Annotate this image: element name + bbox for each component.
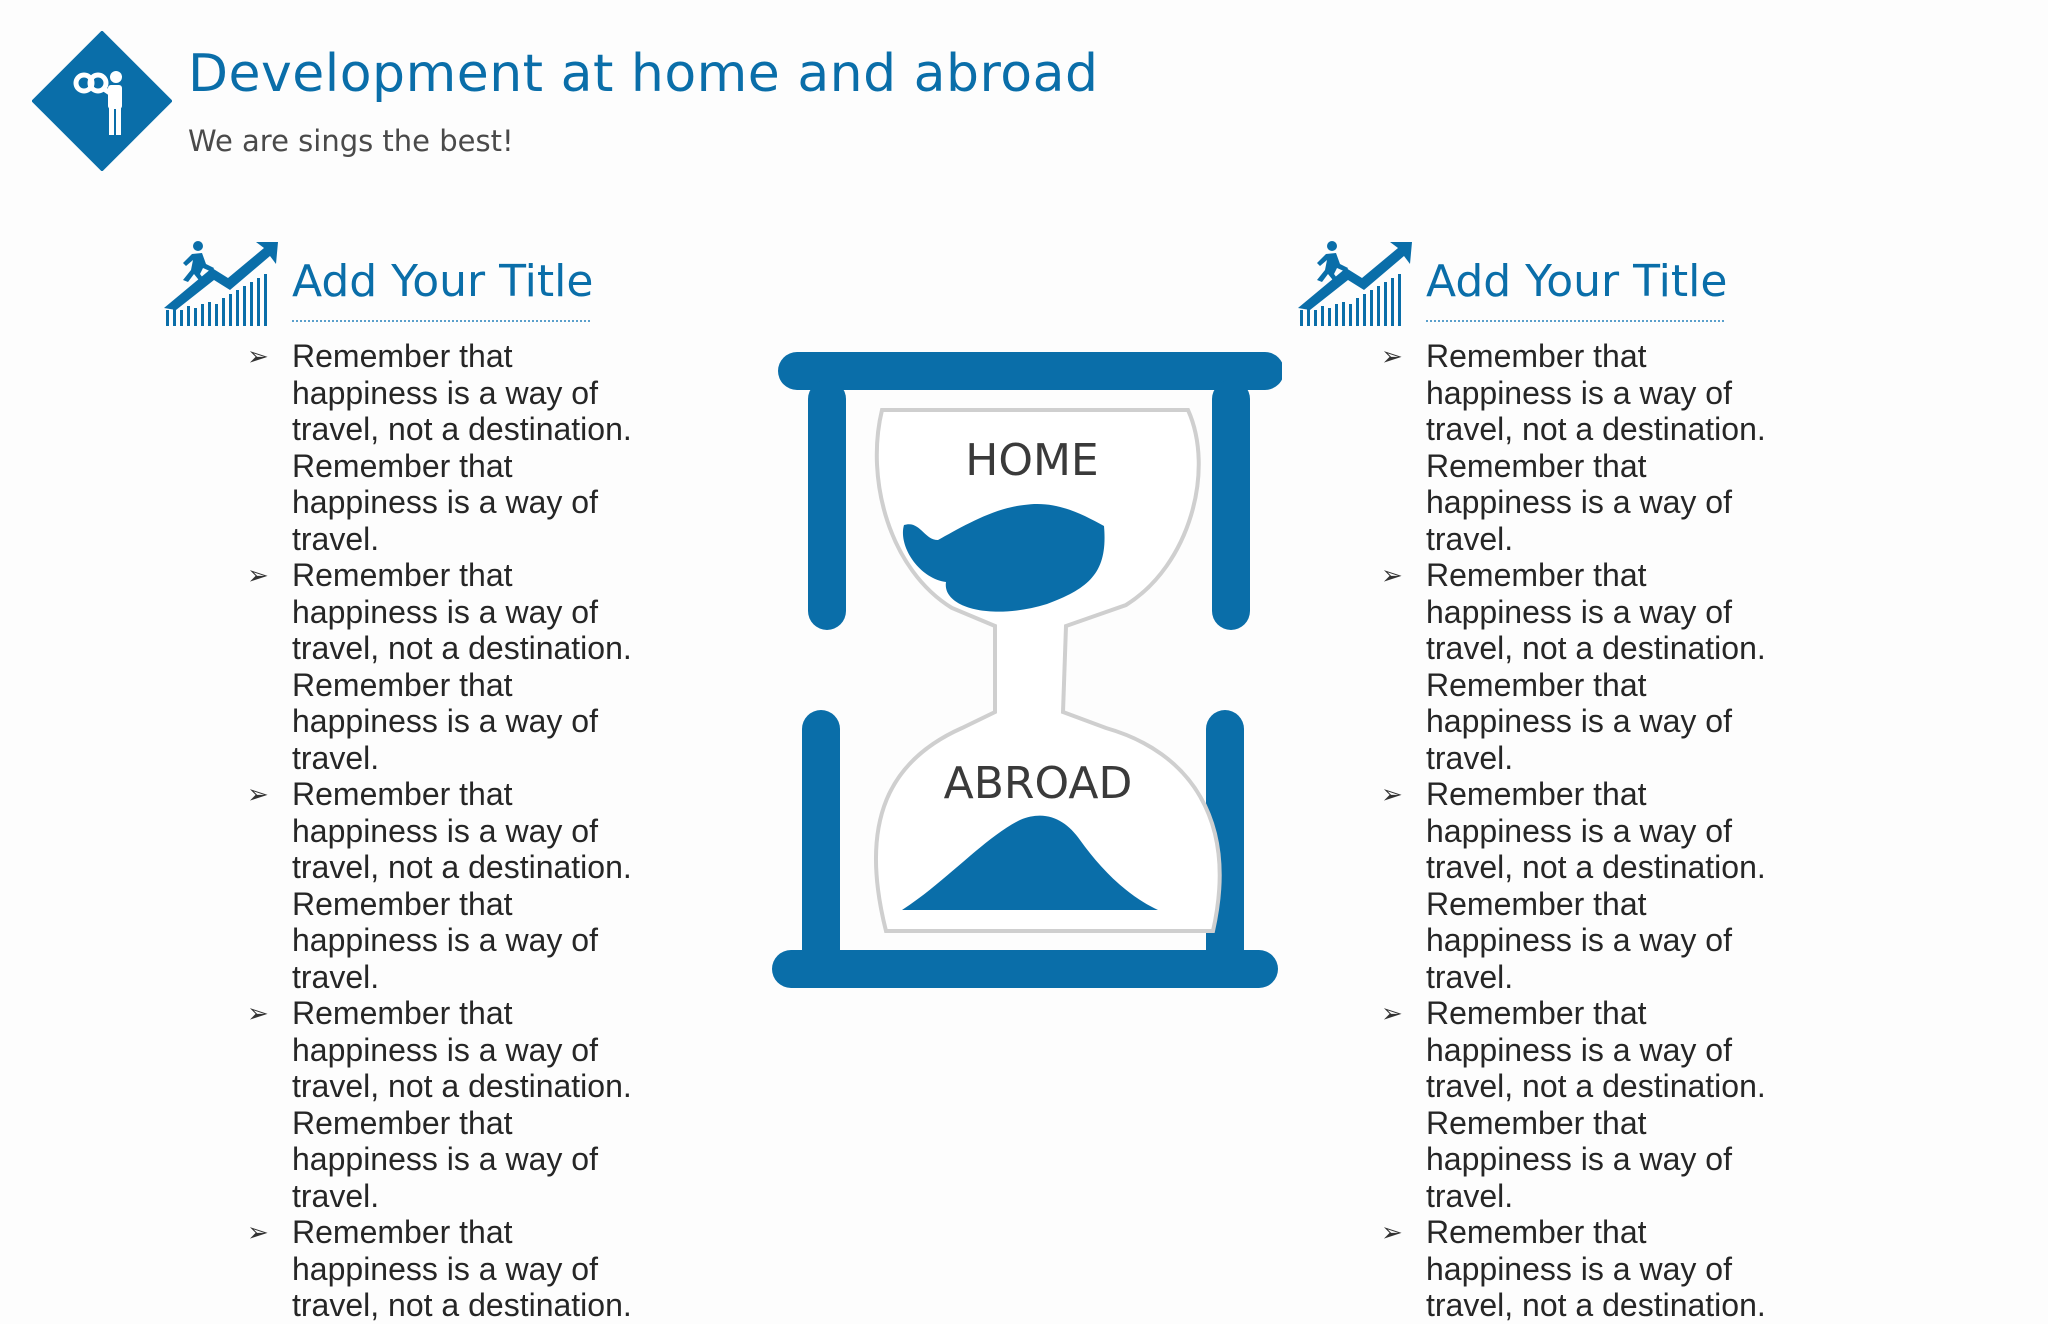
arrow-bullet-icon: ➢ (1381, 1217, 1403, 1247)
hourglass-post (802, 710, 840, 972)
growth-chart-runner-icon (162, 238, 278, 328)
left-column (162, 238, 742, 1324)
list-item-text: Remember that happiness is a way of travel, not a destination. Remember that happiness is a way of travel. (292, 338, 632, 557)
list-item (162, 776, 652, 995)
hourglass-illustration (770, 350, 1282, 990)
list-item-text: Remember that happiness is a way of travel, not a destination. Remember that happiness is a way of travel. (292, 557, 632, 776)
list-item (1296, 338, 1786, 557)
left-column-title: Add Your Title (292, 256, 594, 307)
list-item (162, 557, 652, 776)
hourglass-bottom-label: ABROAD (943, 758, 1133, 809)
arrow-bullet-icon: ➢ (247, 779, 269, 809)
right-column-header (1296, 238, 1876, 328)
arrow-bullet-icon: ➢ (1381, 779, 1403, 809)
right-bullet-list (1296, 338, 1876, 1324)
list-item-text: Remember that happiness is a way of travel, not a destination. Remember that happiness is a way of travel. (1426, 557, 1766, 776)
right-column (1296, 238, 1876, 1324)
list-item (1296, 995, 1786, 1214)
growth-chart-runner-icon (1296, 238, 1412, 328)
list-item (1296, 776, 1786, 995)
list-item-text: Remember that happiness is a way of travel, not a destination. Remember that happiness is a way of travel. (1426, 995, 1766, 1214)
binoculars-person-icon (32, 31, 172, 171)
list-item-text: Remember that happiness is a way of travel, not a destination. (292, 1214, 632, 1323)
list-item (162, 338, 652, 557)
list-item-text: Remember that happiness is a way of travel, not a destination. Remember that happiness is a way of travel. (1426, 338, 1766, 557)
hourglass-top-bar (778, 352, 1282, 390)
arrow-bullet-icon: ➢ (247, 1217, 269, 1247)
right-column-title: Add Your Title (1426, 256, 1728, 307)
arrow-bullet-icon: ➢ (1381, 998, 1403, 1028)
left-bullet-list (162, 338, 742, 1324)
left-column-header (162, 238, 742, 328)
left-title-underline (292, 320, 590, 322)
list-item-text: Remember that happiness is a way of travel, not a destination. Remember that happiness is a way of travel. (1426, 776, 1766, 995)
list-item-text: Remember that happiness is a way of travel, not a destination. Remember that happiness is a way of travel. (292, 995, 632, 1214)
list-item (162, 995, 652, 1214)
arrow-bullet-icon: ➢ (247, 341, 269, 371)
arrow-bullet-icon: ➢ (1381, 341, 1403, 371)
arrow-bullet-icon: ➢ (247, 560, 269, 590)
arrow-bullet-icon: ➢ (247, 998, 269, 1028)
page-title: Development at home and abroad (188, 44, 1099, 104)
hourglass-post (808, 380, 846, 630)
hourglass-post (1212, 380, 1250, 630)
page-subtitle: We are sings the best! (188, 124, 514, 158)
list-item-text: Remember that happiness is a way of travel, not a destination. (1426, 1214, 1766, 1323)
list-item (1296, 1214, 1786, 1324)
hourglass-top-label: HOME (965, 435, 1099, 486)
list-item (162, 1214, 652, 1324)
list-item-text: Remember that happiness is a way of travel, not a destination. Remember that happiness is a way of travel. (292, 776, 632, 995)
list-item (1296, 557, 1786, 776)
hourglass-bottom-bar (772, 950, 1278, 988)
arrow-bullet-icon: ➢ (1381, 560, 1403, 590)
right-title-underline (1426, 320, 1724, 322)
